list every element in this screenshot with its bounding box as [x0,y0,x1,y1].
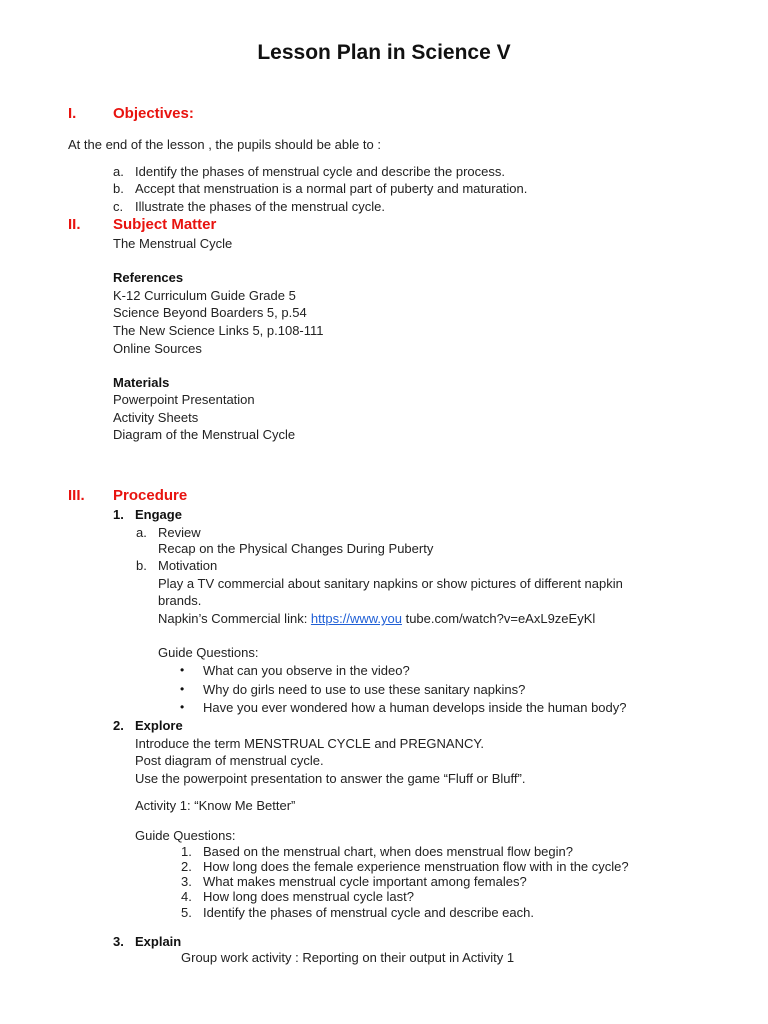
guide-question: What makes menstrual cycle important among females? [203,874,527,889]
section-number: II. [68,216,81,233]
guide-question: Based on the menstrual chart, when does menstrual flow begin? [203,844,573,859]
list-marker: b. [113,181,124,196]
section-number: III. [68,487,85,504]
commercial-link[interactable]: https://www.you [310,611,402,626]
question-number: 3. [181,874,192,889]
guide-question: Have you ever wondered how a human develops inside the human body? [203,700,627,715]
objectives-heading: Objectives: [113,105,194,122]
question-number: 4. [181,889,192,904]
reference-item: K-12 Curriculum Guide Grade 5 [113,288,296,303]
objectives-intro: At the end of the lesson , the pupils should be able to : [68,137,381,152]
section-number: I. [68,105,77,122]
link-suffix: tube.com/watch?v=eAxL9zeEyKl [401,611,596,626]
explore-label: Explore [135,718,183,733]
references-label: References [113,270,184,285]
guide-question: What can you observe in the video? [203,663,410,678]
question-number: 2. [181,859,192,874]
engage-label: Engage [135,507,182,522]
review-text: Recap on the Physical Changes During Puberty [158,541,434,556]
reference-item: Science Beyond Boarders 5, p.54 [113,305,307,320]
bullet-icon: • [180,682,185,696]
explain-label: Explain [135,934,182,949]
motivation-text: Play a TV commercial about sanitary napkins or show pictures of different napkin [158,576,623,591]
materials-label: Materials [113,375,170,390]
material-item: Diagram of the Menstrual Cycle [113,427,296,442]
step-number: 2. [113,718,124,733]
material-item: Activity Sheets [113,410,199,425]
link-prefix: Napkin’s Commercial link: [158,611,311,626]
guide-question: Why do girls need to use to use these sanitary napkins? [203,682,526,697]
objective-item: Accept that menstruation is a normal part of puberty and maturation. [135,181,528,196]
motivation-text: brands. [158,593,202,608]
list-marker: a. [136,525,147,540]
guide-question: Identify the phases of menstrual cycle and describe each. [203,905,534,920]
explain-text: Group work activity : Reporting on their output in Activity 1 [181,950,515,965]
step-number: 3. [113,934,124,949]
material-item: Powerpoint Presentation [113,392,255,407]
guide-question: How long does the female experience menstruation flow with in the cycle? [203,859,629,874]
question-number: 1. [181,844,192,859]
subject-topic: The Menstrual Cycle [113,236,233,251]
explore-line: Introduce the term MENSTRUAL CYCLE and PREGNANCY. [135,736,484,751]
objective-item: Identify the phases of menstrual cycle and describe the process. [135,164,505,179]
subject-matter-heading: Subject Matter [113,216,217,233]
explore-line: Use the powerpoint presentation to answer the game “Fluff or Bluff”. [135,771,526,786]
explore-line: Post diagram of menstrual cycle. [135,753,324,768]
question-number: 5. [181,905,192,920]
guide-question: How long does menstrual cycle last? [203,889,414,904]
guide-questions-label: Guide Questions: [158,645,259,660]
bullet-icon: • [180,700,185,714]
list-marker: b. [136,558,147,573]
activity-title: Activity 1: “Know Me Better” [135,798,296,813]
guide-questions-label: Guide Questions: [135,828,236,843]
review-label: Review [158,525,201,540]
objective-item: Illustrate the phases of the menstrual cycle. [135,199,386,214]
list-marker: c. [113,199,124,214]
page-title: Lesson Plan in Science V [257,41,511,64]
commercial-link-line [158,611,595,626]
reference-item: The New Science Links 5, p.108-111 [113,323,324,338]
step-number: 1. [113,507,124,522]
bullet-icon: • [180,663,185,677]
list-marker: a. [113,164,124,179]
reference-item: Online Sources [113,341,202,356]
motivation-label: Motivation [158,558,218,573]
procedure-heading: Procedure [113,487,188,504]
